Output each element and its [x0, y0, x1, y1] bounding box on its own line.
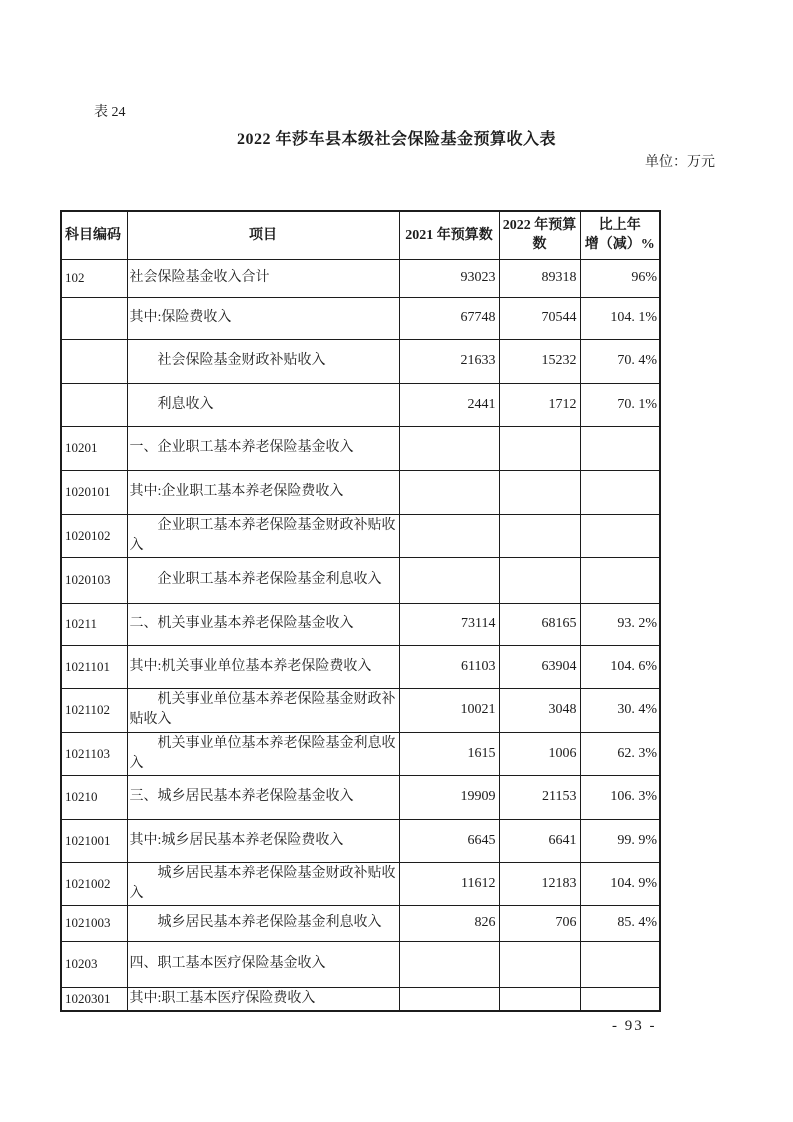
- budget-2022-cell: 1006: [499, 732, 580, 775]
- subject-code-cell: 10211: [61, 603, 127, 645]
- subject-code-cell: 10203: [61, 941, 127, 987]
- item-name-cell: 其中:保险费收入: [127, 297, 399, 339]
- change-percent-cell: 96%: [580, 259, 660, 297]
- change-percent-cell: 104. 6%: [580, 645, 660, 688]
- budget-2021-cell: 826: [399, 905, 499, 941]
- item-name-cell: 社会保险基金财政补贴收入: [127, 339, 399, 383]
- table-row: [61, 862, 660, 905]
- budget-2022-cell: 3048: [499, 688, 580, 732]
- table-header-row: [61, 211, 660, 259]
- table-row: [61, 987, 660, 1011]
- item-name-cell: 一、企业职工基本养老保险基金收入: [127, 426, 399, 470]
- budget-2022-cell: 1712: [499, 383, 580, 426]
- table-row: [61, 819, 660, 862]
- budget-2022-cell: [499, 557, 580, 603]
- budget-2022-cell: 21153: [499, 775, 580, 819]
- header-change-vs-last-year: [580, 211, 660, 259]
- budget-2022-cell: [499, 426, 580, 470]
- table-row: [61, 514, 660, 557]
- budget-2022-cell: 15232: [499, 339, 580, 383]
- change-percent-cell: [580, 987, 660, 1011]
- item-name-cell: 机关事业单位基本养老保险基金财政补贴收入: [127, 688, 399, 732]
- change-percent-cell: [580, 514, 660, 557]
- table-row: [61, 603, 660, 645]
- table-row: [61, 941, 660, 987]
- subject-code-cell: 10210: [61, 775, 127, 819]
- table-row: [61, 426, 660, 470]
- header-budget-2021: 2021 年预算数: [399, 211, 499, 259]
- change-percent-cell: 99. 9%: [580, 819, 660, 862]
- budget-2021-cell: [399, 470, 499, 514]
- table-row: [61, 383, 660, 426]
- table-row: [61, 645, 660, 688]
- header-change-line1: 比上年: [598, 218, 641, 234]
- budget-2021-cell: 21633: [399, 339, 499, 383]
- item-name-cell: 其中:城乡居民基本养老保险费收入: [127, 819, 399, 862]
- header-change-line2: 增（减）%: [584, 237, 655, 253]
- budget-2021-cell: [399, 426, 499, 470]
- item-name-cell: 其中:企业职工基本养老保险费收入: [127, 470, 399, 514]
- table-row: [61, 688, 660, 732]
- budget-2021-cell: 67748: [399, 297, 499, 339]
- budget-2021-cell: 61103: [399, 645, 499, 688]
- budget-2021-cell: 10021: [399, 688, 499, 732]
- budget-2021-cell: [399, 941, 499, 987]
- subject-code-cell: 1021002: [61, 862, 127, 905]
- item-name-cell: 四、职工基本医疗保险基金收入: [127, 941, 399, 987]
- table-row: [61, 339, 660, 383]
- budget-2021-cell: 1615: [399, 732, 499, 775]
- change-percent-cell: 104. 1%: [580, 297, 660, 339]
- change-percent-cell: 30. 4%: [580, 688, 660, 732]
- budget-2021-cell: 11612: [399, 862, 499, 905]
- header-budget-2022-line2: 数: [532, 237, 547, 253]
- budget-2022-cell: [499, 514, 580, 557]
- header-item: 项目: [127, 211, 399, 259]
- budget-2022-cell: [499, 941, 580, 987]
- change-percent-cell: 106. 3%: [580, 775, 660, 819]
- subject-code-cell: 102: [61, 259, 127, 297]
- subject-code-cell: 1020102: [61, 514, 127, 557]
- change-percent-cell: [580, 426, 660, 470]
- budget-2022-cell: 12183: [499, 862, 580, 905]
- change-percent-cell: [580, 470, 660, 514]
- item-name-cell: 其中:机关事业单位基本养老保险费收入: [127, 645, 399, 688]
- subject-code-cell: [61, 383, 127, 426]
- budget-2021-cell: 6645: [399, 819, 499, 862]
- item-name-cell: 社会保险基金收入合计: [127, 259, 399, 297]
- change-percent-cell: 93. 2%: [580, 603, 660, 645]
- header-subject-code: 科目编码: [61, 211, 127, 259]
- subject-code-cell: 1020103: [61, 557, 127, 603]
- budget-2022-cell: [499, 987, 580, 1011]
- item-name-cell: 企业职工基本养老保险基金财政补贴收入: [127, 514, 399, 557]
- budget-2022-cell: 70544: [499, 297, 580, 339]
- page-title: 2022 年莎车县本级社会保险基金预算收入表: [236, 131, 556, 148]
- subject-code-cell: 1021001: [61, 819, 127, 862]
- change-percent-cell: 70. 4%: [580, 339, 660, 383]
- subject-code-cell: 1021102: [61, 688, 127, 732]
- item-name-cell: 其中:职工基本医疗保险费收入: [127, 987, 399, 1011]
- header-budget-2022-line1: 2022 年预算: [502, 218, 577, 234]
- table-number-label: 表 24: [94, 105, 126, 120]
- item-name-cell: 城乡居民基本养老保险基金财政补贴收入: [127, 862, 399, 905]
- subject-code-cell: 1021101: [61, 645, 127, 688]
- item-name-cell: 城乡居民基本养老保险基金利息收入: [127, 905, 399, 941]
- page-number: - 93 -: [612, 1018, 657, 1034]
- item-name-cell: 企业职工基本养老保险基金利息收入: [127, 557, 399, 603]
- change-percent-cell: 85. 4%: [580, 905, 660, 941]
- change-percent-cell: [580, 557, 660, 603]
- subject-code-cell: 1020301: [61, 987, 127, 1011]
- table-row: [61, 297, 660, 339]
- item-name-cell: 利息收入: [127, 383, 399, 426]
- change-percent-cell: 70. 1%: [580, 383, 660, 426]
- item-name-cell: 机关事业单位基本养老保险基金利息收入: [127, 732, 399, 775]
- budget-2021-cell: 73114: [399, 603, 499, 645]
- change-percent-cell: 62. 3%: [580, 732, 660, 775]
- change-percent-cell: [580, 941, 660, 987]
- change-percent-cell: 104. 9%: [580, 862, 660, 905]
- table-row: [61, 905, 660, 941]
- budget-2022-cell: 68165: [499, 603, 580, 645]
- table-row: [61, 470, 660, 514]
- budget-2021-cell: 2441: [399, 383, 499, 426]
- item-name-cell: 三、城乡居民基本养老保险基金收入: [127, 775, 399, 819]
- budget-2022-cell: 89318: [499, 259, 580, 297]
- budget-income-table: [60, 210, 661, 1012]
- subject-code-cell: 1021003: [61, 905, 127, 941]
- budget-2021-cell: 93023: [399, 259, 499, 297]
- subject-code-cell: 10201: [61, 426, 127, 470]
- table-row: [61, 775, 660, 819]
- table-row: [61, 732, 660, 775]
- item-name-cell: 二、机关事业基本养老保险基金收入: [127, 603, 399, 645]
- subject-code-cell: [61, 297, 127, 339]
- budget-2021-cell: [399, 514, 499, 557]
- subject-code-cell: 1021103: [61, 732, 127, 775]
- budget-2022-cell: 6641: [499, 819, 580, 862]
- subject-code-cell: 1020101: [61, 470, 127, 514]
- budget-2022-cell: [499, 470, 580, 514]
- budget-2021-cell: [399, 987, 499, 1011]
- table-row: [61, 557, 660, 603]
- subject-code-cell: [61, 339, 127, 383]
- budget-2022-cell: 706: [499, 905, 580, 941]
- budget-2021-cell: 19909: [399, 775, 499, 819]
- table-row: [61, 259, 660, 297]
- header-budget-2022: [499, 211, 580, 259]
- unit-label: 单位：万元: [645, 155, 715, 170]
- budget-2022-cell: 63904: [499, 645, 580, 688]
- budget-2021-cell: [399, 557, 499, 603]
